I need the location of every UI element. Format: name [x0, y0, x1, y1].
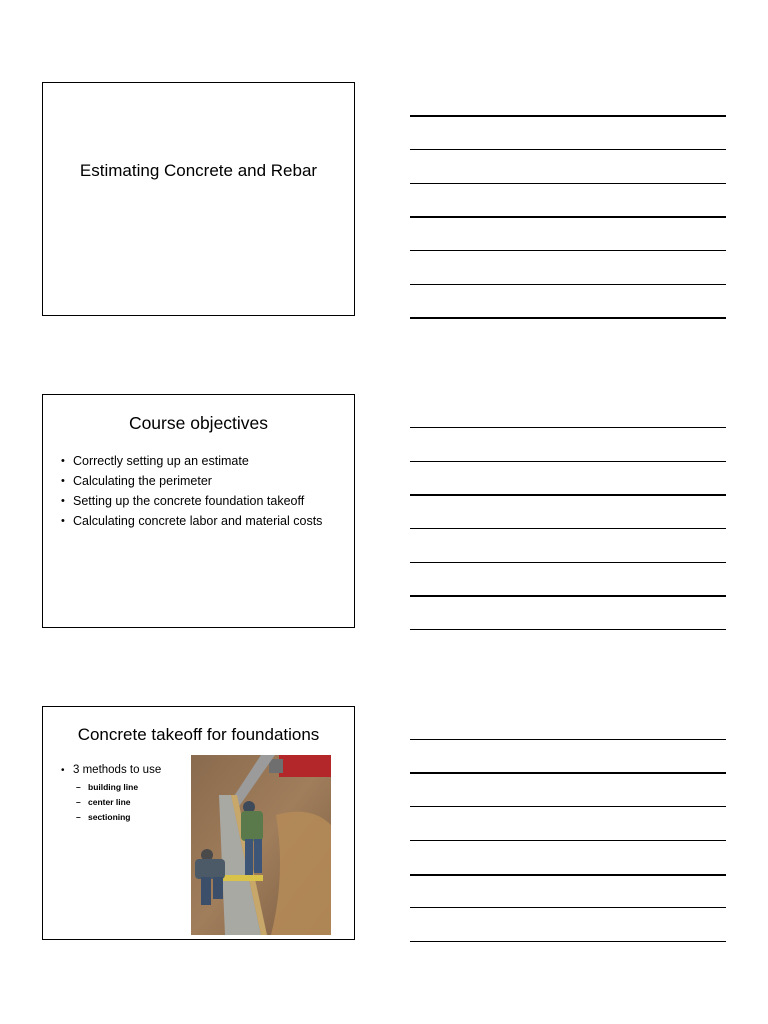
slide-2	[42, 394, 355, 628]
note-line	[410, 907, 726, 908]
list-item: • Calculating the perimeter	[61, 473, 341, 489]
note-line	[410, 629, 726, 630]
note-line	[410, 874, 726, 876]
note-line	[410, 115, 726, 117]
note-line	[410, 595, 726, 597]
note-line	[410, 739, 726, 740]
slide-1-title: Estimating Concrete and Rebar	[79, 161, 318, 180]
slide-1	[42, 82, 355, 316]
slide-3	[42, 706, 355, 940]
slide-2-title: Course objectives	[128, 413, 269, 433]
list-item: – building line	[76, 780, 201, 795]
objectives-list	[61, 453, 341, 533]
list-item: • Correctly setting up an estimate	[61, 453, 341, 469]
list-item: – center line	[76, 795, 201, 810]
note-line	[410, 494, 726, 496]
note-line	[410, 183, 726, 184]
list-item: – sectioning	[76, 810, 201, 825]
note-line	[410, 562, 726, 563]
note-line	[410, 461, 726, 462]
list-item: • Calculating concrete labor and material costs	[61, 513, 341, 529]
note-line	[410, 806, 726, 807]
note-line	[410, 427, 726, 428]
note-line	[410, 216, 726, 218]
note-line	[410, 528, 726, 529]
list-item: • Setting up the concrete foundation takeoff	[61, 493, 341, 509]
note-line	[410, 149, 726, 150]
note-line	[410, 284, 726, 285]
note-line	[410, 317, 726, 319]
construction-workers-photo	[191, 755, 331, 935]
list-item: • 3 methods to use	[61, 763, 201, 778]
note-line	[410, 941, 726, 942]
note-line	[410, 840, 726, 841]
methods-sublist	[61, 780, 201, 825]
note-line	[410, 772, 726, 774]
note-line	[410, 250, 726, 251]
methods-list	[61, 763, 201, 825]
slide-3-title: Concrete takeoff for foundations	[77, 725, 320, 744]
